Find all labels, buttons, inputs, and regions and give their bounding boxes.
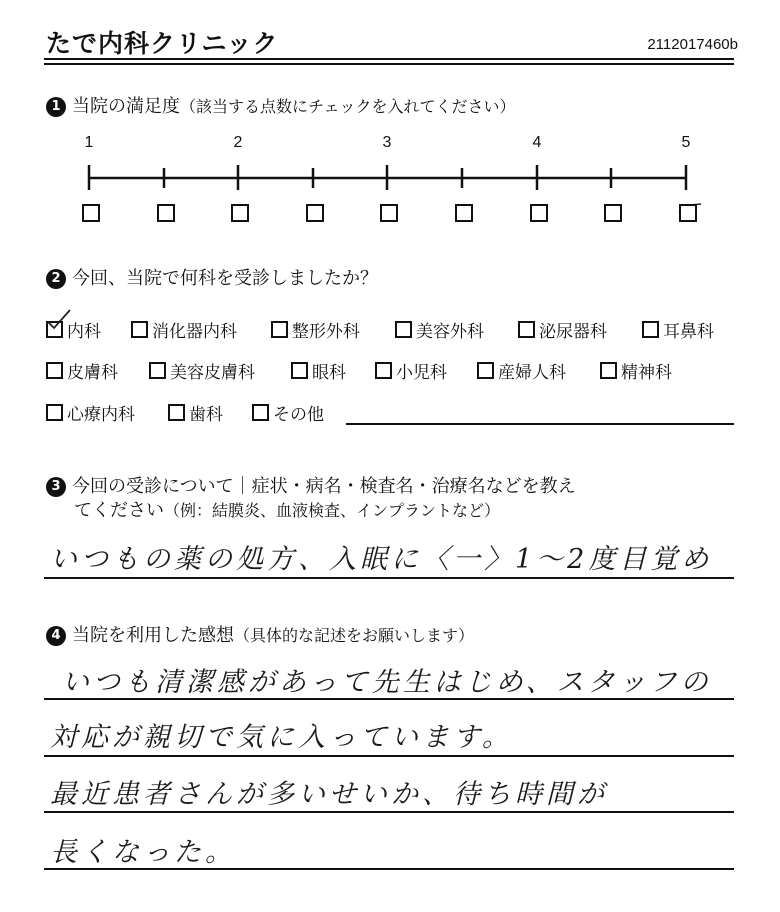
- q4-handwritten-line: いつも清潔感があって先生はじめ、スタッフの: [62, 667, 712, 698]
- q4-title: 当院を利用した感想: [72, 625, 234, 646]
- q1-instruction: （該当する点数にチェックを入れてください）: [180, 97, 516, 116]
- scale-checkbox[interactable]: [455, 204, 473, 222]
- scale-checkbox[interactable]: [231, 204, 249, 222]
- dept-option[interactable]: その他: [252, 400, 324, 425]
- dept-option[interactable]: 産婦人科: [477, 358, 566, 383]
- q1-number-badge: 1: [46, 97, 66, 117]
- answer-line: [44, 868, 734, 870]
- q1-title: 当院の満足度: [72, 96, 180, 117]
- q3-number-badge: 3: [46, 477, 66, 497]
- dept-option[interactable]: 精神科: [600, 358, 672, 383]
- dept-option[interactable]: 歯科: [168, 400, 223, 425]
- q3-example: （例：結膜炎、血液検査、インプラントなど）: [164, 501, 501, 520]
- q3-heading-line2: [74, 496, 500, 522]
- clinic-name: たで内科クリニック: [46, 29, 279, 58]
- q4-handwritten-line: 対応が親切で気に入っています。: [50, 722, 513, 753]
- scale-label-1: 1: [84, 134, 94, 151]
- dept-option[interactable]: 整形外科: [271, 317, 360, 342]
- answer-line: [44, 811, 734, 813]
- dept-option[interactable]: 小児科: [375, 358, 447, 383]
- check-mark-icon: [44, 306, 74, 332]
- q3-heading: [46, 472, 576, 498]
- q2-title: 今回、当院で何科を受診しましたか？: [72, 268, 378, 289]
- q2-heading: [46, 264, 378, 290]
- q4-handwritten-line: 最近患者さんが多いせいか、待ち時間が: [50, 779, 608, 810]
- scale-checkbox[interactable]: [82, 204, 100, 222]
- scale-checkbox[interactable]: [604, 204, 622, 222]
- dept-option[interactable]: 消化器内科: [131, 317, 237, 342]
- q3-title-line1: 今回の受診について｜症状・病名・検査名・治療名などを教え: [72, 476, 576, 497]
- q3-handwritten-answer: いつもの薬の処方、入眠に〈一〉1〜2度目覚め: [50, 544, 713, 575]
- dept-option[interactable]: 内科: [46, 317, 101, 342]
- q4-handwritten-line: 長くなった。: [50, 837, 236, 868]
- dept-option[interactable]: 心療内科: [46, 400, 135, 425]
- scale-checkbox[interactable]: [306, 204, 324, 222]
- form-id: 2112017460b: [647, 36, 738, 53]
- q3-title-line2: てください: [74, 500, 164, 521]
- q4-heading: [46, 621, 474, 647]
- scale-label-4: 4: [532, 134, 542, 151]
- scale-label-2: 2: [233, 134, 243, 151]
- scale-checkbox-selected[interactable]: [679, 204, 697, 222]
- other-dept-input[interactable]: [346, 423, 734, 425]
- dept-option[interactable]: 泌尿器科: [518, 317, 607, 342]
- scale-label-3: 3: [382, 134, 392, 151]
- answer-line: [44, 698, 734, 700]
- q2-number-badge: 2: [46, 269, 66, 289]
- dept-option[interactable]: 耳鼻科: [642, 317, 714, 342]
- dept-option[interactable]: 美容皮膚科: [149, 358, 255, 383]
- q4-instruction: （具体的な記述をお願いします）: [234, 626, 475, 645]
- q4-number-badge: 4: [46, 626, 66, 646]
- answer-line: [44, 577, 734, 579]
- scale-checkbox[interactable]: [157, 204, 175, 222]
- answer-line: [44, 755, 734, 757]
- scale-checkbox[interactable]: [380, 204, 398, 222]
- dept-option[interactable]: 眼科: [291, 358, 346, 383]
- scale-checkbox[interactable]: [530, 204, 548, 222]
- dept-option[interactable]: 美容外科: [395, 317, 484, 342]
- dept-option[interactable]: 皮膚科: [46, 358, 118, 383]
- scale-label-5: 5: [681, 134, 691, 151]
